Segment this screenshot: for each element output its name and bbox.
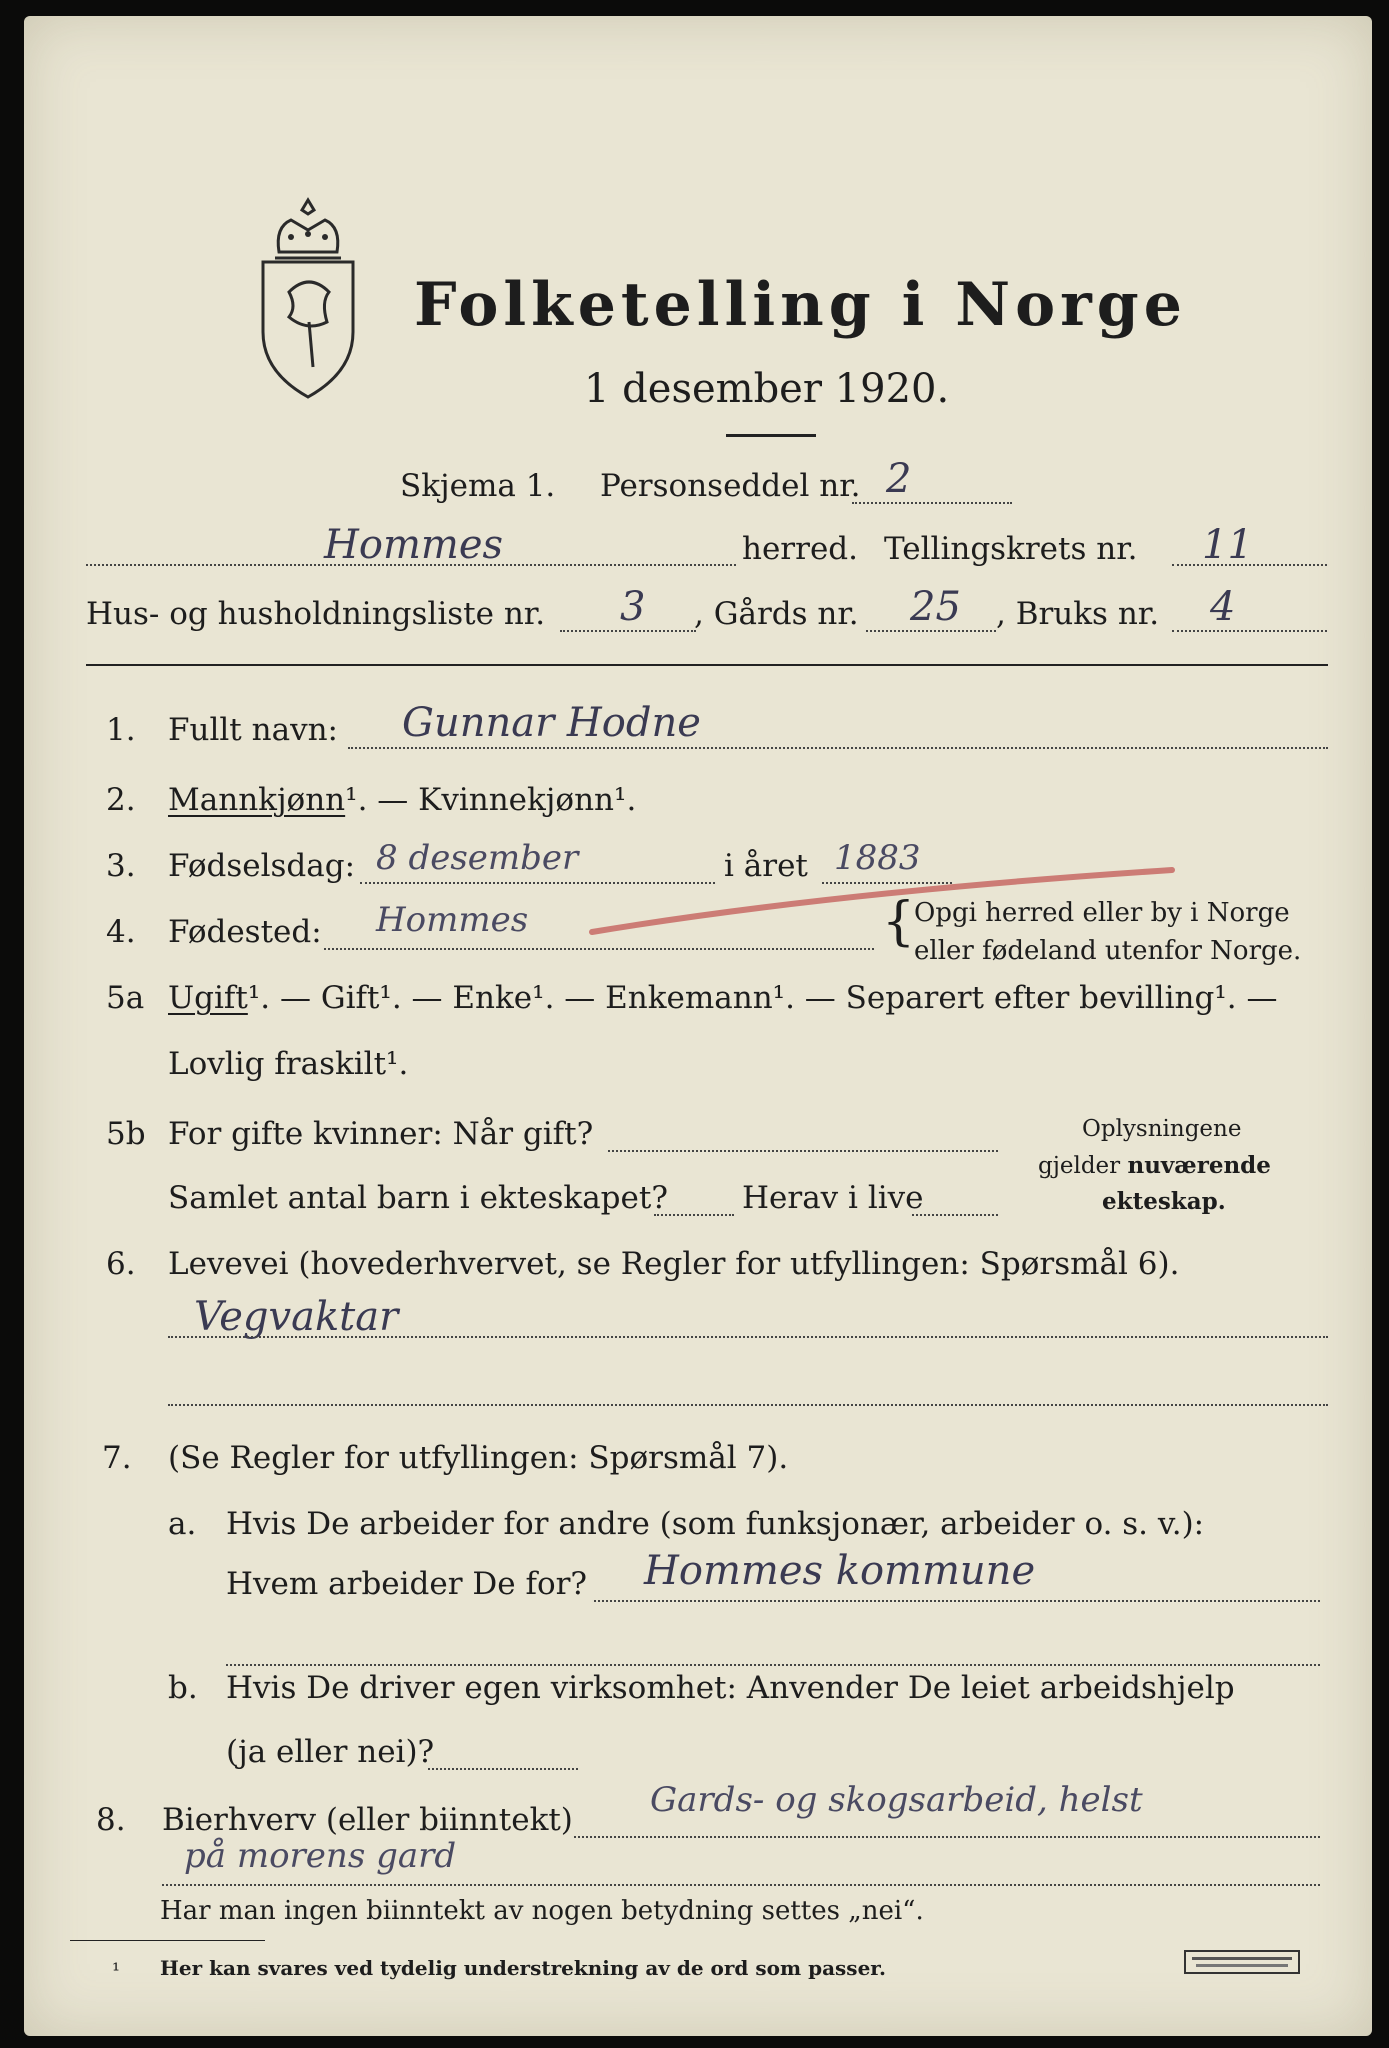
q1-label: Fullt navn: xyxy=(168,712,338,748)
q3-label: Fødselsdag: xyxy=(168,848,356,884)
q8-number: 8. xyxy=(96,1802,126,1838)
side-income-value-line2[interactable]: på morens gard xyxy=(184,1836,457,1876)
footnote-mark: ¹ xyxy=(112,1958,121,1982)
q5b-label2: Samlet antal barn i ekteskapet? xyxy=(168,1180,668,1216)
q6-number: 6. xyxy=(106,1246,136,1282)
q6-line1 xyxy=(168,1336,1328,1338)
q6-label: Levevei (hovederhvervet, se Regler for utfyllingen: Spørsmål 6). xyxy=(168,1246,1180,1282)
form-title: Folketelling i Norge xyxy=(414,270,1187,340)
q5b-note1: Oplysningene xyxy=(1082,1116,1242,1142)
gards-line xyxy=(866,630,996,632)
title-divider xyxy=(726,434,816,437)
q4-line xyxy=(324,948,874,950)
q4-number: 4. xyxy=(106,914,136,950)
personseddel-line xyxy=(852,502,1012,504)
q7b-label: Hvis De driver egen virksomhet: Anvender De leiet arbeidshjelp xyxy=(226,1670,1235,1706)
footnote-text: Her kan svares ved tydelig understrekning av de ord som passer. xyxy=(160,1956,886,1980)
q7a-line2 xyxy=(226,1664,1320,1666)
occupation-value[interactable]: Vegvaktar xyxy=(194,1294,399,1340)
employer-value[interactable]: Hommes kommune xyxy=(644,1548,1036,1594)
q4-brace: { xyxy=(882,892,916,952)
full-name-value[interactable]: Gunnar Hodne xyxy=(402,700,701,746)
q2-options: Mannkjønn¹. — Kvinnekjønn¹. xyxy=(168,782,637,818)
q7-label: (Se Regler for utfyllingen: Spørsmål 7). xyxy=(168,1440,789,1476)
gender-female-option[interactable]: Kvinnekjønn xyxy=(418,782,615,818)
herred-label: herred. xyxy=(742,531,858,567)
q5b-number: 5b xyxy=(106,1116,146,1152)
q7b-number: b. xyxy=(168,1670,198,1706)
q5b-line3 xyxy=(912,1214,998,1216)
q4-note-line2: eller fødeland utenfor Norge. xyxy=(914,936,1302,966)
q8-note: Har man ingen biinntekt av nogen betydning settes „nei“. xyxy=(160,1896,924,1926)
bruks-line xyxy=(1172,630,1327,632)
q1-line xyxy=(348,747,1328,749)
q1-number: 1. xyxy=(106,712,136,748)
gards-label: , Gårds nr. xyxy=(694,596,859,632)
q7a-label: Hvis De arbeider for andre (som funksjonær, arbeider o. s. v.): xyxy=(226,1506,1205,1542)
q4-label: Fødested: xyxy=(168,914,322,950)
skjema-label: Skjema 1. xyxy=(400,468,556,504)
header-divider xyxy=(86,664,1328,666)
q5b-note2: gjelder nuværende xyxy=(1038,1152,1271,1179)
herred-value[interactable]: Hommes xyxy=(324,522,504,568)
form-date: 1 desember 1920. xyxy=(584,366,950,412)
q7b-question: (ja eller nei)? xyxy=(226,1734,435,1770)
hus-label: Hus- og husholdningsliste nr. xyxy=(86,596,546,632)
q5b-note3: ekteskap. xyxy=(1102,1188,1226,1215)
side-income-value-line1[interactable]: Gards- og skogsarbeid, helst xyxy=(650,1780,1143,1820)
q7a-number: a. xyxy=(168,1506,197,1542)
q5b-line1 xyxy=(608,1150,998,1152)
hus-line xyxy=(560,630,696,632)
q5b-label3: Herav i live xyxy=(742,1180,924,1216)
printer-stamp xyxy=(1184,1950,1300,1974)
q8-line2 xyxy=(162,1884,1320,1886)
bruks-label: , Bruks nr. xyxy=(996,596,1160,632)
gards-value[interactable]: 25 xyxy=(910,584,961,630)
tellingskrets-value[interactable]: 11 xyxy=(1202,522,1253,568)
hus-value[interactable]: 3 xyxy=(620,584,646,630)
footnote-divider xyxy=(70,1940,265,1941)
q8-line1 xyxy=(574,1836,1320,1838)
q5a-options: Ugift¹. — Gift¹. — Enke¹. — Enkemann¹. — Separert efter bevilling¹. — xyxy=(168,980,1278,1016)
q6-line2 xyxy=(168,1404,1328,1406)
q3-year-label: i året xyxy=(724,848,808,884)
coat-of-arms-icon xyxy=(249,192,367,412)
marital-unmarried-option[interactable]: Ugift xyxy=(168,980,248,1016)
birth-year-value[interactable]: 1883 xyxy=(834,838,921,878)
q5a-number: 5a xyxy=(106,980,145,1016)
personseddel-label: Personseddel nr. xyxy=(600,468,861,504)
q7a-line1 xyxy=(594,1600,1320,1602)
q7b-line xyxy=(428,1768,578,1770)
birth-date-value[interactable]: 8 desember xyxy=(376,838,579,878)
q2-number: 2. xyxy=(106,782,136,818)
q5a-line2: Lovlig fraskilt¹. xyxy=(168,1046,409,1082)
q5b-line2 xyxy=(654,1214,734,1216)
birth-place-value[interactable]: Hommes xyxy=(376,900,529,940)
q7-number: 7. xyxy=(102,1440,132,1476)
q3-number: 3. xyxy=(106,848,136,884)
q5b-label1: For gifte kvinner: Når gift? xyxy=(168,1116,594,1152)
census-form xyxy=(24,16,1372,2036)
bruks-value[interactable]: 4 xyxy=(1210,584,1236,630)
personseddel-value[interactable]: 2 xyxy=(886,456,912,502)
q4-note-line1: Opgi herred eller by i Norge xyxy=(914,898,1290,928)
q7a-question: Hvem arbeider De for? xyxy=(226,1566,588,1602)
q8-label: Bierhverv (eller biinntekt) xyxy=(162,1802,573,1838)
tellingskrets-label: Tellingskrets nr. xyxy=(884,531,1138,567)
gender-male-option[interactable]: Mannkjønn xyxy=(168,782,346,818)
